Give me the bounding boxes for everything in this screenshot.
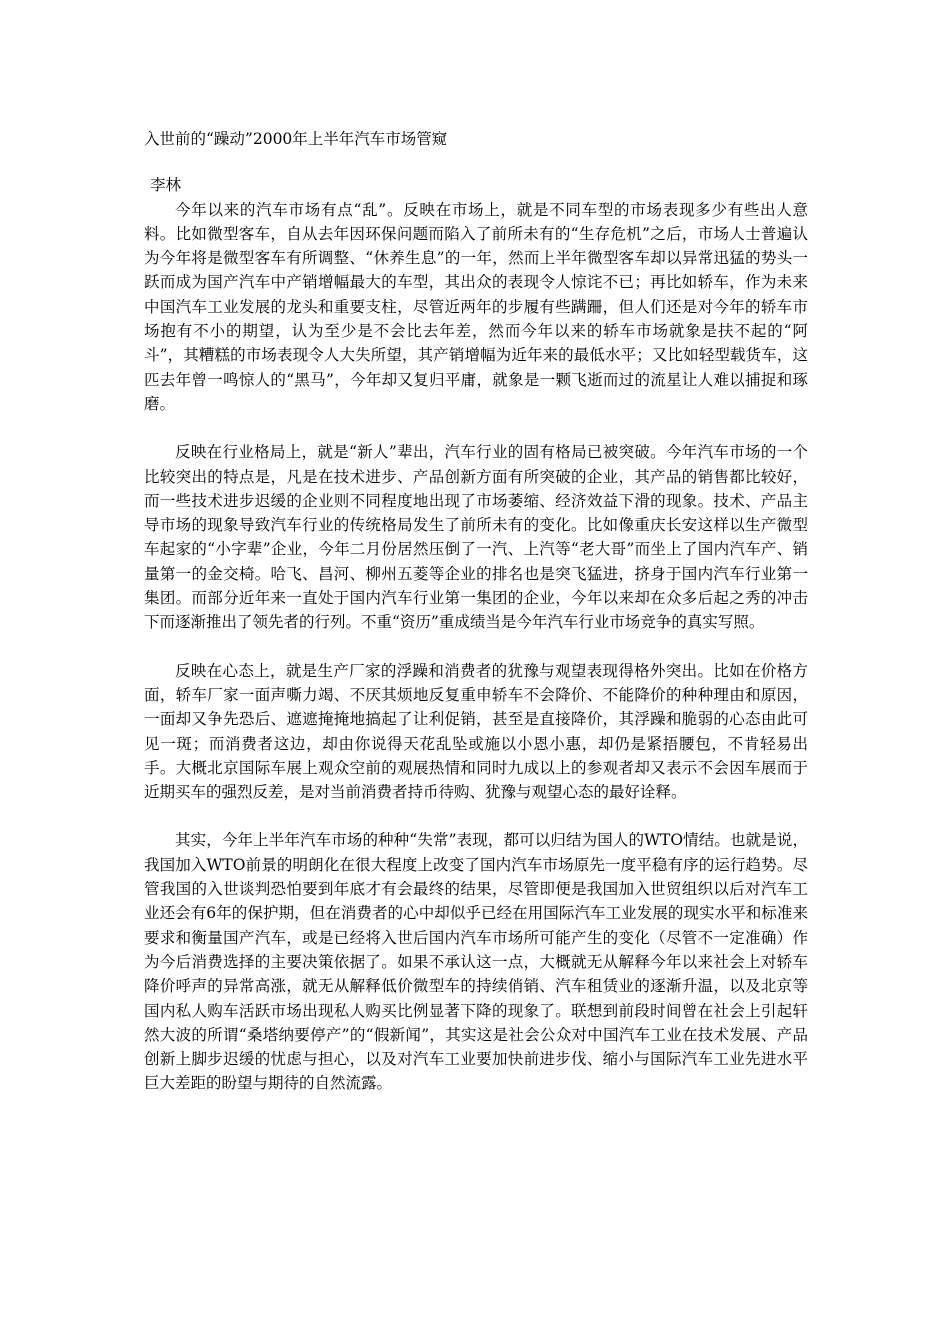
author-name: 李林 [150, 176, 182, 195]
paragraph-spacer [144, 804, 808, 828]
paragraph-spacer [144, 635, 808, 659]
paragraph-spacer [144, 416, 808, 440]
paragraph-1: 今年以来的汽车市场有点“乱”。反映在市场上，就是不同车型的市场表现多少有些出人意料。比如微型客车，自从去年因环保问题而陷入了前所未有的“生存危机”之后，市场人士普遍认为今年将是微型客车有所调整、“休养生息”的一年，然而上半年微型客车却以异常迅猛的势头一跃而成为国产汽车中产销增幅最大的车型，其出众的表现令人惊诧不已；再比如轿车，作为未来中国汽车工业发展的龙头和重要支柱，尽管近两年的步履有些蹒跚，但人们还是对今年的轿车市场抱有不小的期望，认为至少是不会比去年差，然而今年以来的轿车市场就象是扶不起的“阿斗”，其糟糕的市场表现令人大失所望，其产销增幅为近年来的最低水平；又比如轻型载货车，这匹去年曾一鸣惊人的“黑马”，今年却又复归平庸，就象是一颗飞逝而过的流星让人难以捕捉和琢磨。 [144, 200, 808, 413]
document-title: 入世前的“躁动”2000年上半年汽车市场管窥 [144, 130, 448, 148]
document-body [144, 127, 808, 1096]
paragraph-3: 反映在心态上，就是生产厂家的浮躁和消费者的犹豫与观望表现得格外突出。比如在价格方面，轿车厂家一面声嘶力竭、不厌其烦地反复重申轿车不会降价、不能降价的种种理由和原因，一面却又争先恐后、遮遮掩掩地搞起了让利促销，甚至是直接降价，其浮躁和脆弱的心态由此可见一斑；而消费者这边，却由你说得天花乱坠或施以小恩小惠，却仍是紧捂腰包，不肯轻易出手。大概北京国际车展上观众空前的观展热情和同时九成以上的参观者却又表示不会因车展而于近期买车的强烈反差，是对当前消费者持币待购、犹豫与观望心态的最好诠释。 [144, 661, 808, 802]
paragraph-4: 其实，今年上半年汽车市场的种种“失常”表现，都可以归结为国人的WTO情结。也就是说，我国加入WTO前景的明朗化在很大程度上改变了国内汽车市场原先一度平稳有序的运行趋势。尽管我国的入世谈判恐怕要到年底才有会最终的结果，尽管即便是我国加入世贸组织以后对汽车工业还会有6年的保护期，但在消费者的心中却似乎已经在用国际汽车工业发展的现实水平和标准来要求和衡量国产汽车，或是已经将入世后国内汽车市场所可能产生的变化（尽管不一定准确）作为今后消费选择的主要决策依据了。如果不承认这一点，大概就无从解释今年以来社会上对轿车降价呼声的异常高涨，就无从解释低价微型车的持续俏销、汽车租赁业的逐渐升温，以及北京等国内私人购车活跃市场出现私人购买比例显著下降的现象了。联想到前段时间曾在社会上引起轩然大波的所谓“桑塔纳要停产”的“假新闻”，其实这是社会公众对中国汽车工业在技术发展、产品创新上脚步迟缓的忧虑与担心，以及对汽车工业要加快前进步伐、缩小与国际汽车工业先进水平巨大差距的盼望与期待的自然流露。 [144, 831, 808, 1093]
paragraph-2: 反映在行业格局上，就是“新人”辈出，汽车行业的固有格局已被突破。今年汽车市场的一个比较突出的特点是，凡是在技术进步、产品创新方面有所突破的企业，其产品的销售都比较好，而一些技术进步迟缓的企业则不同程度地出现了市场萎缩、经济效益下滑的现象。技术、产品主导市场的现象导致汽车行业的传统格局发生了前所未有的变化。比如像重庆长安这样以生产微型车起家的“小字辈”企业，今年二月份居然压倒了一汽、上汽等“老大哥”而坐上了国内汽车产、销量第一的金交椅。哈飞、昌河、柳州五菱等企业的排名也是突飞猛进，挤身于国内汽车行业第一集团。而部分近年来一直处于国内汽车行业第一集团的企业，今年以来却在众多后起之秀的冲击下而逐渐推出了领先者的行列。不重“资历”重成绩当是今年汽车行业市场竞争的真实写照。 [144, 443, 808, 632]
